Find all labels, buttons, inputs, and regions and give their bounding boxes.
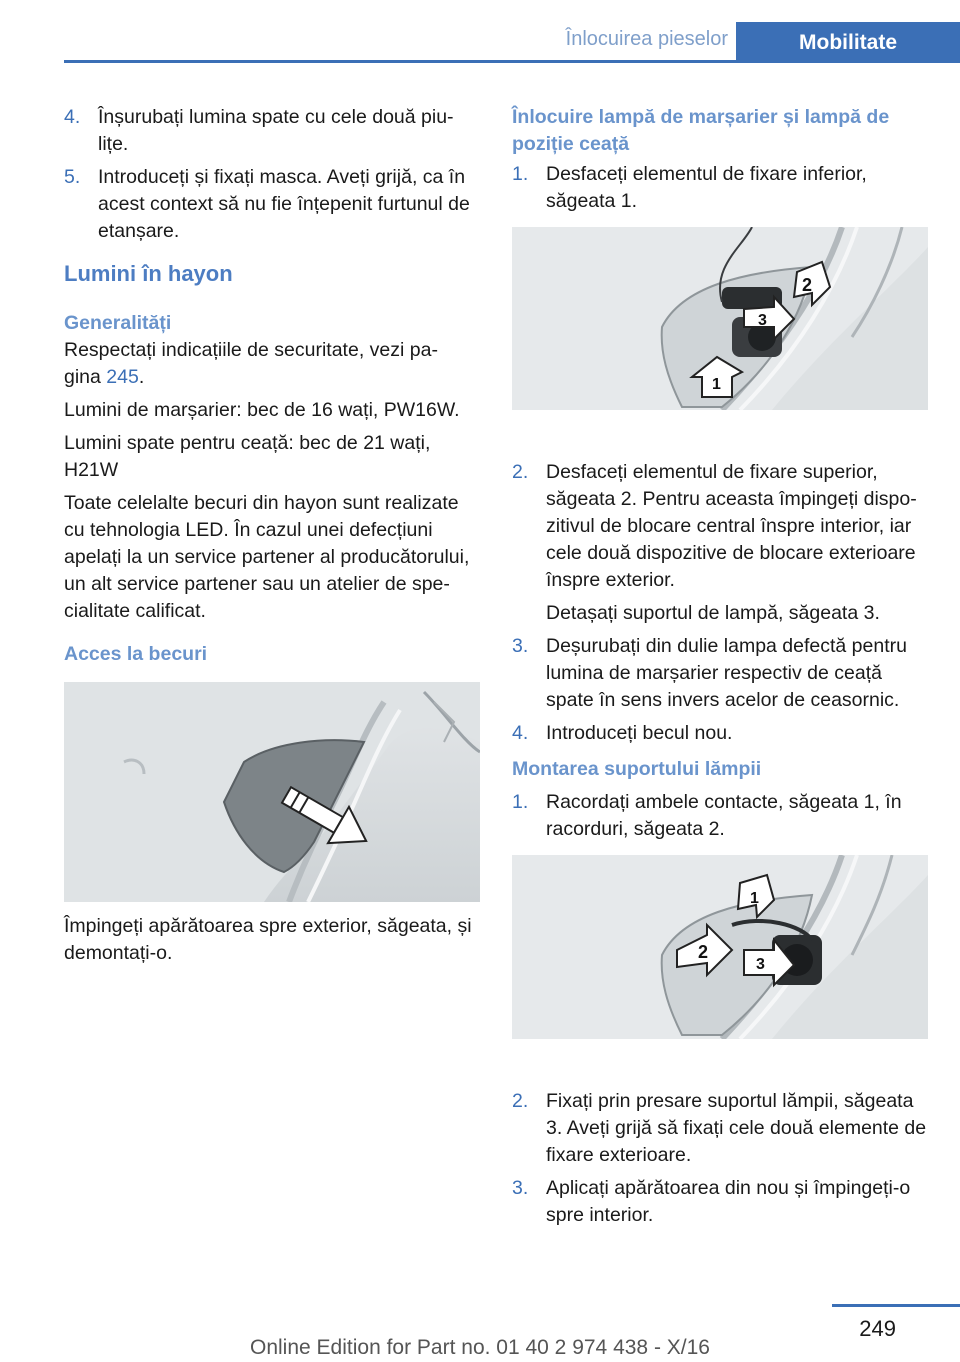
image-caption: Împingeți apărătoarea spre exterior, săgeata, și demontați-o. bbox=[64, 915, 472, 964]
section-heading-replace: Înlocuire lampă de marșarier și lampă de poziție ceață bbox=[512, 106, 890, 155]
step-text: Deșurubați din dulie lampa defectă pentru lumina de marșarier respectiv de ceață spate în sens invers acelor de ceasornic. bbox=[546, 635, 907, 711]
step-number: 1. bbox=[512, 791, 529, 813]
paragraph-safety bbox=[64, 337, 480, 391]
subheading-access: Acces la becuri bbox=[64, 643, 208, 665]
arrow-label: 2 bbox=[802, 275, 813, 295]
header-section-title: Înlocuirea pieselor bbox=[565, 28, 728, 50]
step-number: 3. bbox=[512, 1177, 529, 1199]
subheading-mount: Montarea suportului lămpii bbox=[512, 758, 762, 780]
step-number: 3. bbox=[512, 635, 529, 657]
step-text: Introduceți și fixați masca. Aveți grijă, ca în acest context să nu fie înțepenit furtunul de etanșare. bbox=[98, 166, 470, 242]
step-number: 4. bbox=[64, 106, 81, 128]
page-number: 249 bbox=[859, 1316, 896, 1341]
paragraph-fog-light: Lumini spate pentru ceață: bec de 21 wați, H21W bbox=[64, 432, 431, 481]
footer-edition: Online Edition for Part no. 01 40 2 974 438 - X/16 bbox=[250, 1336, 710, 1359]
header-rule bbox=[64, 60, 960, 63]
arrow-label: 1 bbox=[750, 890, 759, 907]
step-number: 2. bbox=[512, 1090, 529, 1112]
list-item bbox=[64, 164, 480, 245]
arrow-label: 2 bbox=[698, 942, 709, 962]
step-number: 1. bbox=[512, 163, 529, 185]
list-item bbox=[512, 161, 928, 215]
general-section bbox=[64, 310, 480, 625]
step-list bbox=[512, 1088, 928, 1229]
step-list bbox=[512, 459, 928, 747]
step-list bbox=[64, 104, 480, 245]
paragraph-led-info: Toate celelalte becuri din hayon sunt realizate cu tehnologia LED. În cazul unei defecțiuni apelați la un service partener al producătorului, un alt service partener sau un atelier de spe‐ cialitate calificat. bbox=[64, 492, 470, 622]
subheading-general: Generalități bbox=[64, 312, 172, 334]
step-text: Racordați ambele contacte, săgeata 1, în racorduri, săgeata 2. bbox=[546, 791, 902, 840]
arrow-label: 1 bbox=[712, 376, 721, 393]
lamp-mount-illustration bbox=[512, 855, 928, 1039]
paragraph-text: . bbox=[138, 366, 145, 388]
arrow-label: 3 bbox=[756, 956, 765, 973]
step-text: Fixați prin presare suportul lămpii, săgeata 3. Aveți grijă să fixați cele două elemente de fixare exterioare. bbox=[546, 1090, 927, 1166]
step-text: Desfaceți elementul de fixare superior, săgeata 2. Pentru aceasta împingeți dispo‐ zitivul de blocare central înspre interior, iar cele două dispozitive de blocare exterioare înspre exterior. bbox=[546, 461, 917, 591]
arrow-label: 3 bbox=[758, 312, 767, 329]
lamp-fastener-illustration bbox=[512, 227, 928, 410]
list-item bbox=[512, 720, 928, 747]
step-number: 2. bbox=[512, 461, 529, 483]
footer-rule bbox=[832, 1304, 960, 1307]
list-item bbox=[512, 1175, 928, 1229]
list-item bbox=[512, 459, 928, 627]
cover-removal-illustration bbox=[64, 682, 480, 902]
section-heading: Lumini în hayon bbox=[64, 261, 233, 286]
step-text: Desfaceți elementul de fixare inferior, săgeata 1. bbox=[546, 163, 867, 212]
header-chapter-tab: Mobilitate bbox=[736, 22, 960, 63]
step-number: 4. bbox=[512, 722, 529, 744]
page-link[interactable]: 245 bbox=[106, 366, 139, 388]
paragraph-text: Respectați indicațiile de securitate, vezi pa‐ gina bbox=[64, 339, 438, 388]
list-item bbox=[512, 789, 928, 843]
list-item bbox=[64, 104, 480, 158]
step-text: Aplicați apărătoarea din nou și împingeți-o spre interior. bbox=[546, 1177, 911, 1226]
step-text: Introduceți becul nou. bbox=[546, 722, 733, 744]
step-text: Înșurubați lumina spate cu cele două piu‐ lițe. bbox=[98, 106, 454, 155]
step-extra-text: Detașați suportul de lampă, săgeata 3. bbox=[546, 602, 880, 624]
paragraph-reverse-light: Lumini de marșarier: bec de 16 wați, PW16W. bbox=[64, 399, 460, 421]
step-list bbox=[512, 161, 928, 215]
step-number: 5. bbox=[64, 166, 81, 188]
list-item bbox=[512, 1088, 928, 1169]
list-item bbox=[512, 633, 928, 714]
step-list bbox=[512, 789, 928, 843]
